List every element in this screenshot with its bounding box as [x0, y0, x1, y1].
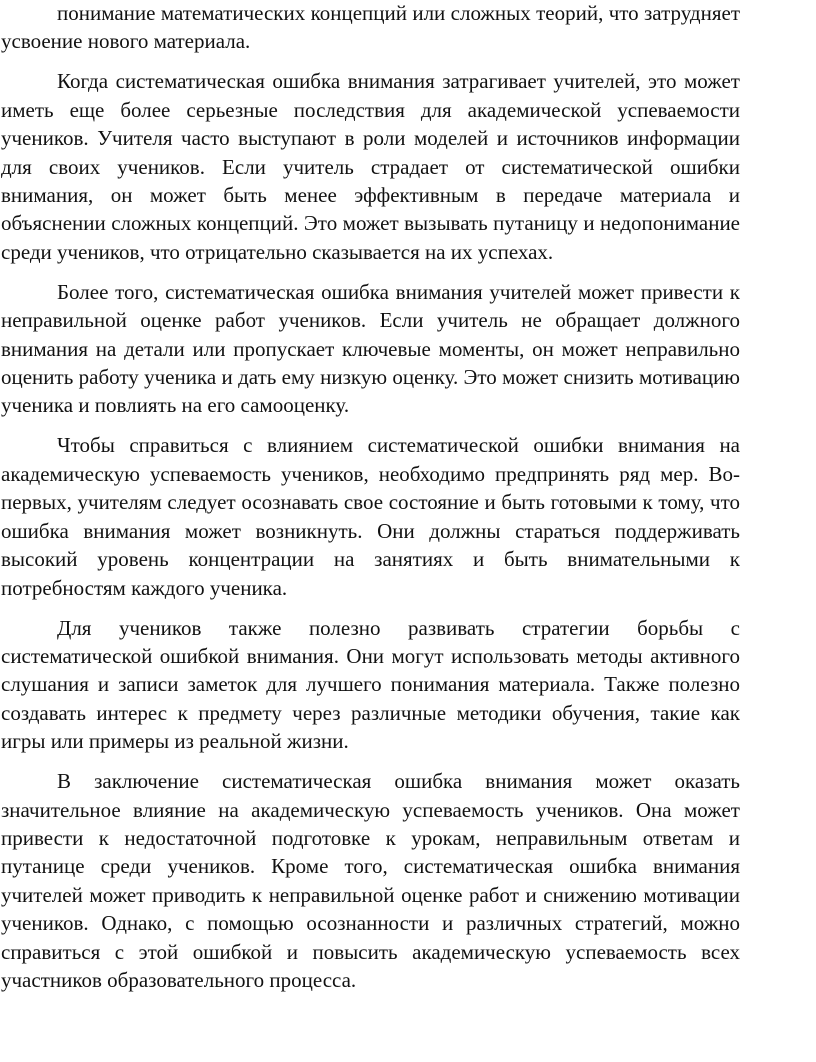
- paragraph-conclusion: В заключение систематическая ошибка внимания может оказать значительное влияние на академическую успеваемость учеников. Она может привести к недостаточной подготовке к урокам, неправильным ответам и путанице среди учеников. Кроме того, систематическая ошибка внимания учителей может приводить к неправильной оценке работ и снижению мотивации учеников. Однако, с помощью осознанности и различных стратегий, можно справиться с этой ошибкой и повысить академическую успеваемость всех участников образовательного процесса.: [1, 769, 740, 992]
- paragraph-grading: Более того, систематическая ошибка внимания учителей может привести к неправильной оценке работ учеников. Если учитель не обращает должного внимания на детали или пропускает ключевые моменты, он может неправильно оценить работу ученика и дать ему низкую оценку. Это может снизить мотивацию ученика и повлиять на его самооценку.: [1, 279, 740, 418]
- paragraph-measures: Чтобы справиться с влиянием систематической ошибки внимания на академическую успеваемость учеников, необходимо предпринять ряд мер. Во-первых, учителям следует осознавать свое состояние и быть готовыми к тому, что ошибка внимания может возникнуть. Они должны стараться поддерживать высокий уровень концентрации на занятиях и быть внимательными к потребностям каждого ученика.: [1, 433, 740, 600]
- paragraph-student-strategies: Для учеников также полезно развивать стратегии борьбы с систематической ошибкой внимания. Они могут использовать методы активного слушания и записи заметок для лучшего понимания материала. Также полезно создавать интерес к предмету через различные методики обучения, такие как игры или примеры из реальной жизни.: [1, 615, 740, 754]
- paragraph-teachers-impact: Когда систематическая ошибка внимания затрагивает учителей, это может иметь еще более серьезные последствия для академической успеваемости учеников. Учителя часто выступают в роли моделей и источников информации для своих учеников. Если учитель страдает от систематической ошибки внимания, он может быть менее эффективным в передаче материала и объяснении сложных концепций. Это может вызывать путаницу и недопонимание среди учеников, что отрицательно сказывается на их успехах.: [1, 69, 740, 264]
- paragraph-continued: понимание математических концепций или сложных теорий, что затрудняет усвоение нового материала.: [1, 1, 740, 54]
